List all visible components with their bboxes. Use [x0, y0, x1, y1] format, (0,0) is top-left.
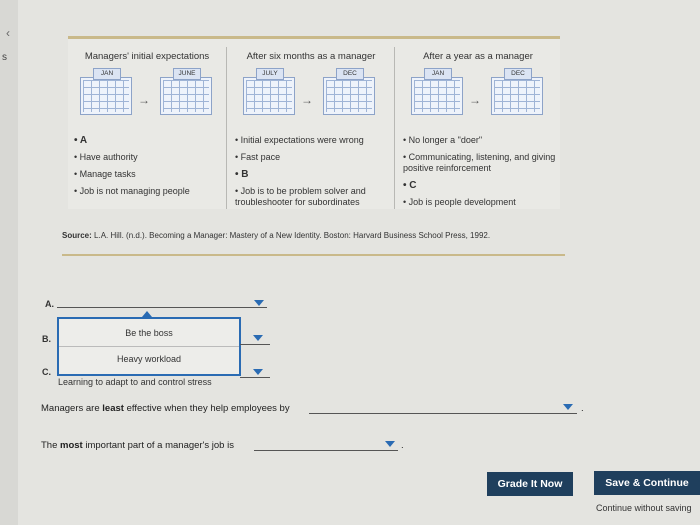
- bullet-item: • Job is people development: [403, 197, 516, 207]
- question-b-dropdown[interactable]: [240, 344, 270, 345]
- calendar-label: JUNE: [173, 68, 201, 80]
- option-learning-to-adapt[interactable]: Learning to adapt to and control stress: [58, 377, 212, 387]
- bullet-item: • Manage tasks: [74, 169, 136, 179]
- option-be-the-boss[interactable]: Be the boss: [125, 328, 173, 338]
- bullet-item: • Fast pace: [235, 152, 281, 162]
- bullet-item: • A: [74, 135, 88, 146]
- most-important-dropdown[interactable]: [254, 450, 398, 451]
- calendar-label: JAN: [424, 68, 452, 80]
- period: .: [581, 403, 584, 414]
- bullet-list: [74, 135, 224, 203]
- bullet-item: • C: [403, 180, 417, 191]
- calendar-icon: [160, 70, 212, 115]
- bullet-item: • Communicating, listening, and giving positive reinforcement: [403, 152, 556, 173]
- arrow-right-icon: →: [301, 93, 313, 107]
- arrow-right-icon: →: [469, 93, 481, 107]
- divider: [62, 254, 565, 256]
- figure-column-1: [68, 47, 226, 209]
- chevron-down-icon[interactable]: [563, 404, 573, 410]
- column-header: Managers' initial expectations: [84, 51, 210, 62]
- chevron-down-icon[interactable]: [385, 441, 395, 447]
- question-a-dropdown[interactable]: [57, 307, 267, 308]
- question-b-label: B.: [42, 334, 51, 344]
- calendar-label: DEC: [336, 68, 364, 80]
- period: .: [401, 440, 404, 451]
- bullet-item: • B: [235, 169, 249, 180]
- figure-column-3: [394, 47, 561, 209]
- bullet-item: • Job is not managing people: [74, 186, 190, 196]
- figure-column-2: [226, 47, 395, 209]
- source-label: Source:: [62, 231, 92, 240]
- bullet-list: [403, 135, 559, 214]
- save-and-continue-button[interactable]: Save & Continue: [594, 471, 700, 495]
- dropdown-options-list: [57, 317, 241, 376]
- left-page-edge: [0, 0, 18, 525]
- column-header: After a year as a manager: [423, 51, 533, 62]
- chevron-down-icon[interactable]: [254, 300, 264, 306]
- calendar-icon: [411, 70, 463, 115]
- bullet-list: [235, 135, 393, 214]
- column-header: After six months as a manager: [246, 51, 376, 62]
- chevron-down-icon[interactable]: [253, 335, 263, 341]
- chevron-left-icon[interactable]: ‹: [6, 26, 10, 40]
- question-c-label: C.: [42, 367, 51, 377]
- calendar-icon: [243, 70, 295, 115]
- bullet-item: • No longer a "doer": [403, 135, 483, 145]
- chevron-down-icon[interactable]: [253, 369, 263, 375]
- source-text: L.A. Hill. (n.d.). Becoming a Manager: Mastery of a New Identity. Boston: Harvard Business School Press, 1992.: [94, 231, 491, 240]
- edge-letter: s: [2, 52, 7, 63]
- bullet-item: • Initial expectations were wrong: [235, 135, 364, 145]
- calendar-icon: [491, 70, 543, 115]
- manager-figure: [68, 36, 560, 209]
- calendar-label: DEC: [504, 68, 532, 80]
- least-effective-dropdown[interactable]: [309, 413, 577, 414]
- question-a-label: A.: [45, 299, 54, 309]
- bullet-item: • Have authority: [74, 152, 138, 162]
- question-most-important: The most important part of a manager's job is: [41, 440, 234, 451]
- option-heavy-workload[interactable]: Heavy workload: [116, 354, 182, 364]
- calendar-label: JULY: [256, 68, 284, 80]
- question-c-dropdown[interactable]: [240, 377, 270, 378]
- question-least-effective: Managers are least effective when they help employees by: [41, 403, 290, 414]
- figure-source: [62, 231, 490, 240]
- continue-without-saving-link[interactable]: Continue without saving: [596, 503, 692, 513]
- bullet-item: • Job is to be problem solver and troubleshooter for subordinates: [235, 186, 366, 207]
- calendar-label: JAN: [93, 68, 121, 80]
- calendar-icon: [323, 70, 375, 115]
- grade-it-now-button[interactable]: Grade It Now: [487, 472, 573, 496]
- calendar-icon: [80, 70, 132, 115]
- arrow-right-icon: →: [138, 93, 150, 107]
